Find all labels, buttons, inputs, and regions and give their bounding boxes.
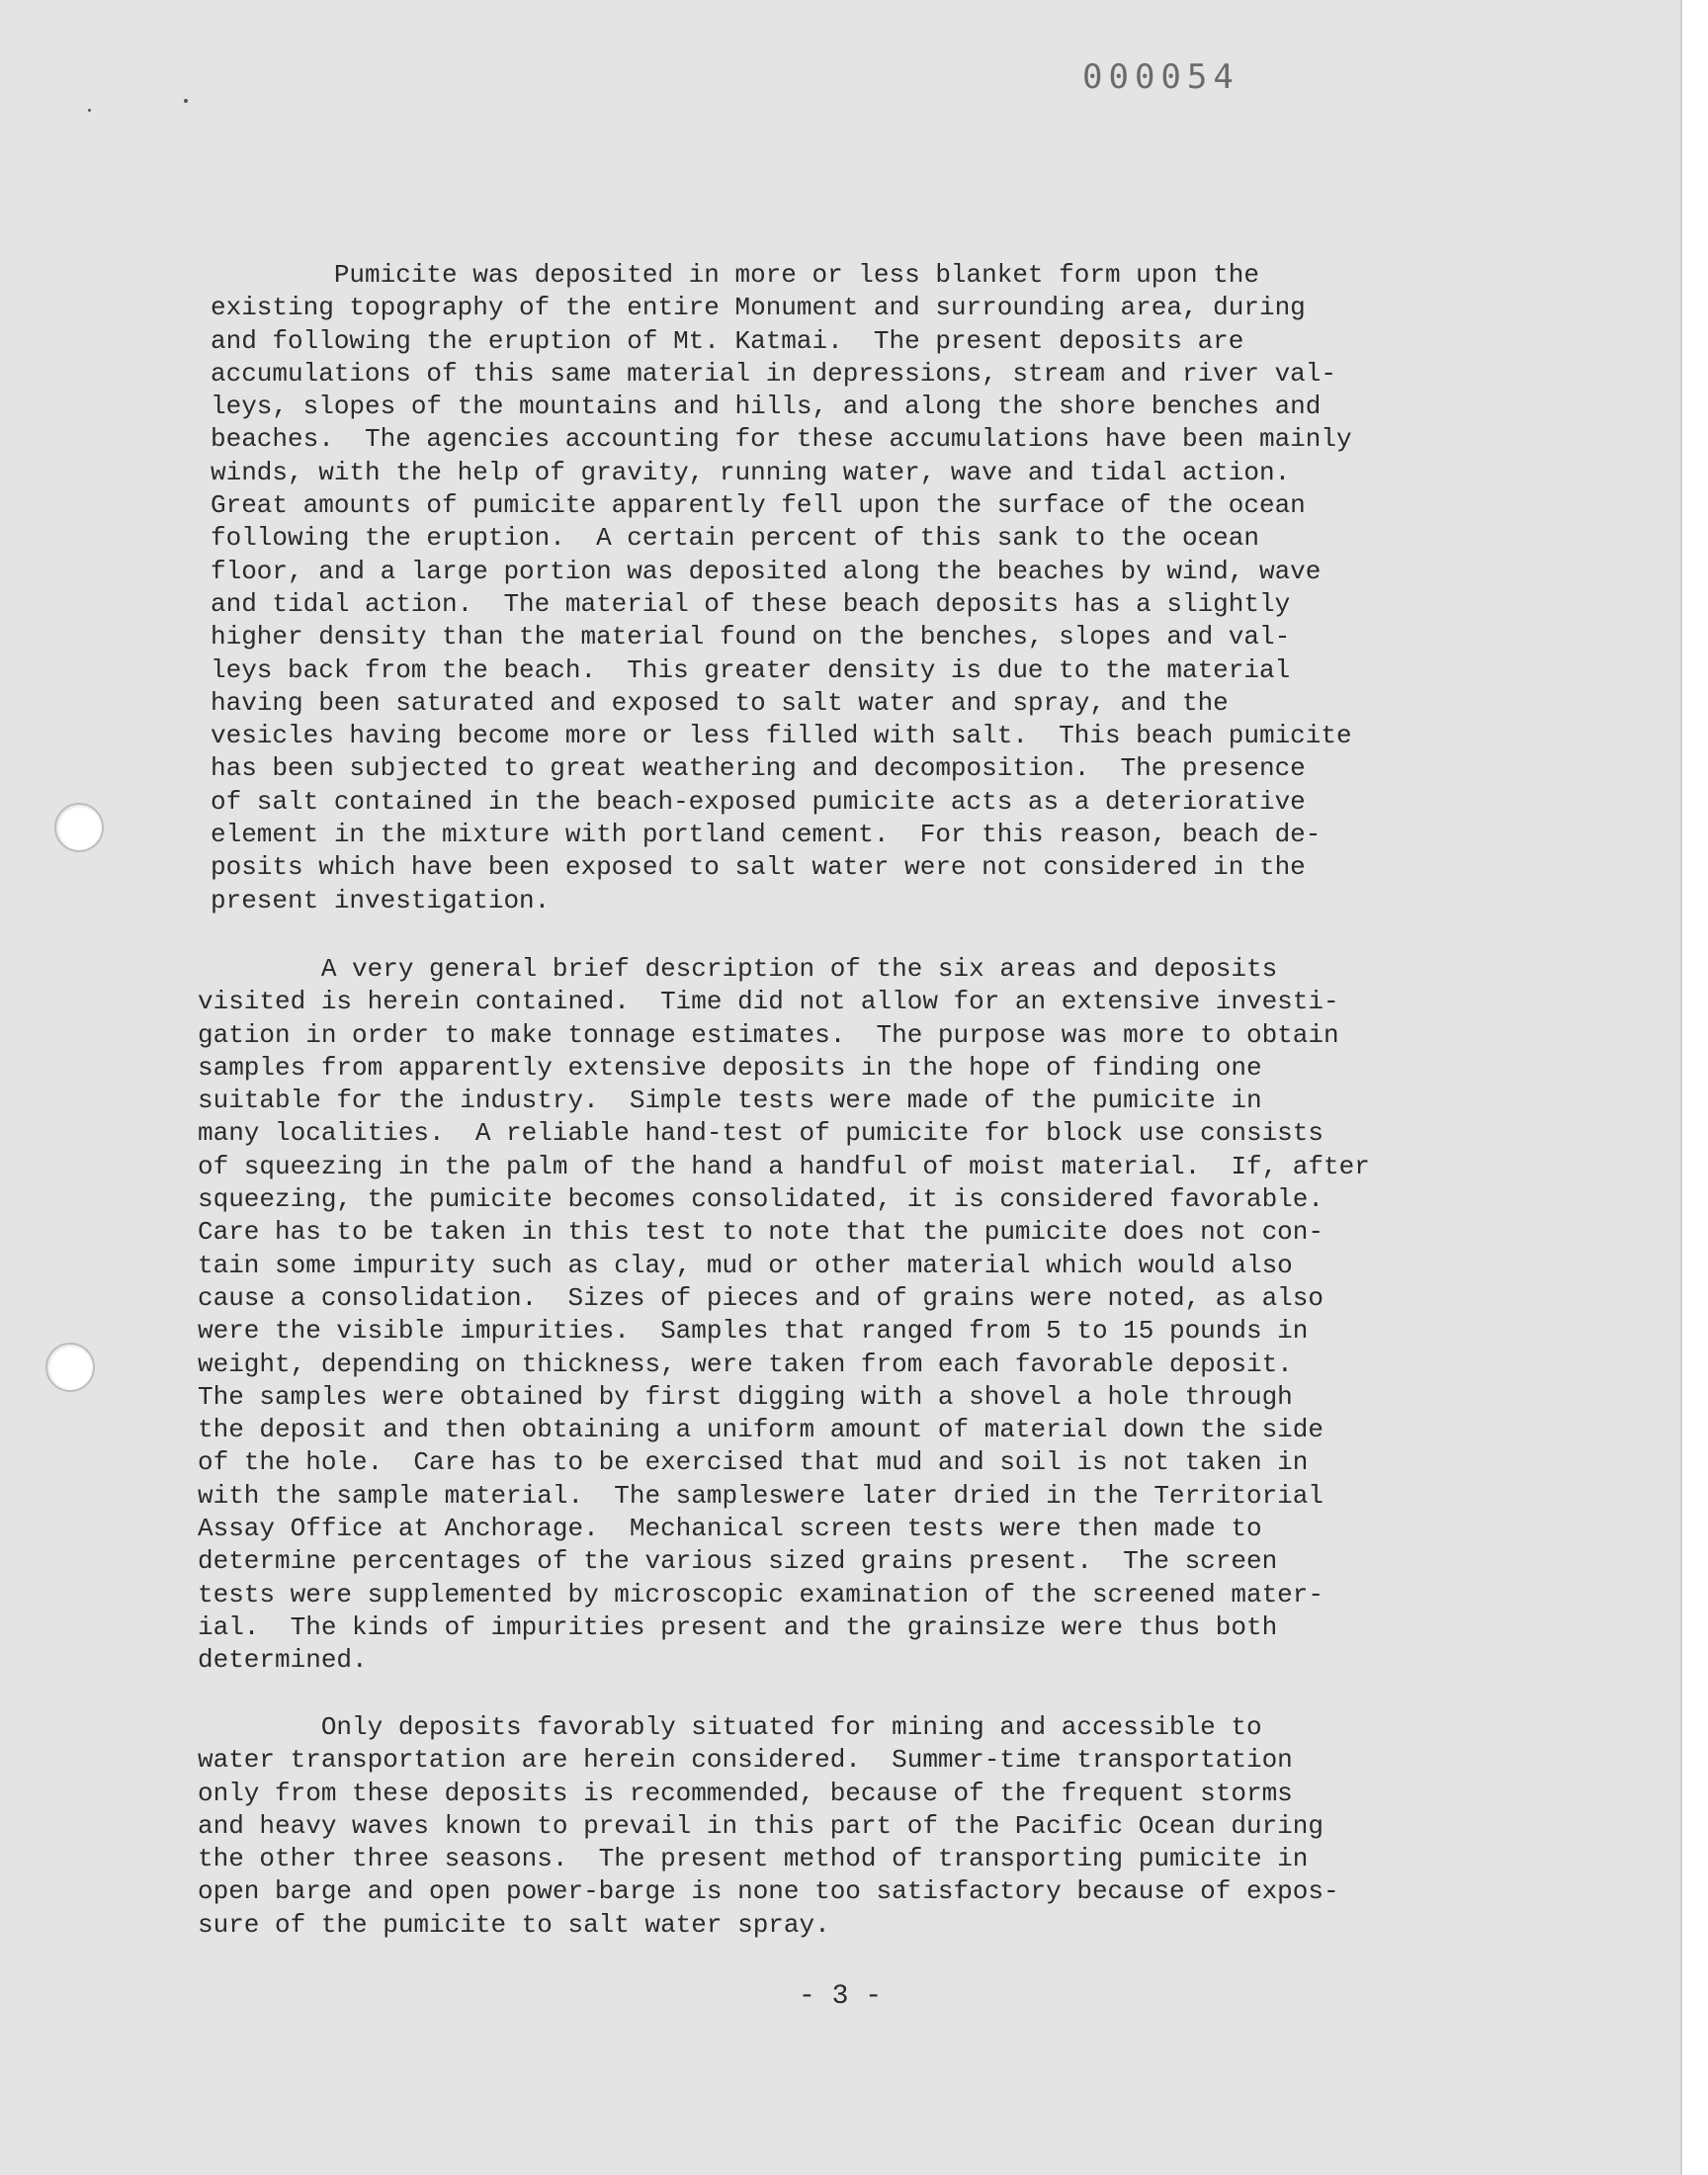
- paragraph-pumicite-deposition: Pumicite was deposited in more or less blanket form upon the existing topography of the entire Monument and surrounding area, during and following the eruption of Mt. Katmai. The present deposits are accumulations of this same material in depressions, stream and river val- leys, slopes of the mountains and hills, and along the shore benches and beaches. The agencies accounting for these accumulations have been mainly winds, with the help of gravity, running water, wave and tidal action. Great amounts of pumicite apparently fell upon the surface of the ocean following the eruption. A certain percent of this sank to the ocean floor, and a large portion was deposited along the beaches by wind, wave and tidal action. The material of these beach deposits has a slightly higher density than the material found on the benches, slopes and val- leys back from the beach. This greater density is due to the material having been saturated and exposed to salt water and spray, and the vesicles having become more or less filled with salt. This beach pumicite has been subjected to great weathering and decomposition. The presence of salt contained in the beach-exposed pumicite acts as a deteriorative element in the mixture with portland cement. For this reason, beach de- posits which have been exposed to salt water were not considered in the present investigation.: [211, 260, 1352, 915]
- paragraph-sampling-method: A very general brief description of the six areas and deposits visited is herein contained. Time did not allow for an extensive investi- gation in order to make tonnage estimates. The purpose was more to obtain samples from apparently extensive deposits in the hope of finding one suitable for the industry. Simple tests were made of the pumicite in many localities. A reliable hand-test of pumicite for block use consists of squeezing in the palm of the hand a handful of moist material. If, after squeezing, the pumicite becomes consolidated, it is considered favorable. Care has to be taken in this test to note that the pumicite does not con- tain some impurity such as clay, mud or other material which would also cause a consolidation. Sizes of pieces and of grains were noted, as also were the visible impurities. Samples that ranged from 5 to 15 pounds in weight, depending on thickness, were taken from each favorable deposit. The samples were obtained by first digging with a shovel a hole through the deposit and then obtaining a uniform amount of material down the side of the hole. Care has to be exercised that mud and soil is not taken in with the sample material. The sampleswere later dried in the Territorial Assay Office at Anchorage. Mechanical screen tests were then made to determine percentages of the various sized grains present. The screen tests were supplemented by microscopic examination of the screened mater- ial. The kinds of impurities present and the grainsize were thus both determined.: [198, 954, 1370, 1676]
- footer-page-number: - 3 -: [798, 1981, 882, 2012]
- paragraph-transportation: Only deposits favorably situated for mining and accessible to water transportation are herein considered. Summer-time transportation only from these deposits is recommended, because of the frequent storms and heavy waves known to prevail in this part of the Pacific Ocean during the other three seasons. The present method of transporting pumicite in open barge and open power-barge is none too satisfactory because of expos- sure of the pumicite to salt water spray.: [198, 1712, 1339, 1940]
- page-number-stamp: 000054: [1082, 57, 1239, 97]
- punch-hole: [54, 803, 104, 852]
- ink-speck: [184, 99, 188, 103]
- punch-hole: [45, 1343, 95, 1392]
- ink-speck: [88, 109, 91, 112]
